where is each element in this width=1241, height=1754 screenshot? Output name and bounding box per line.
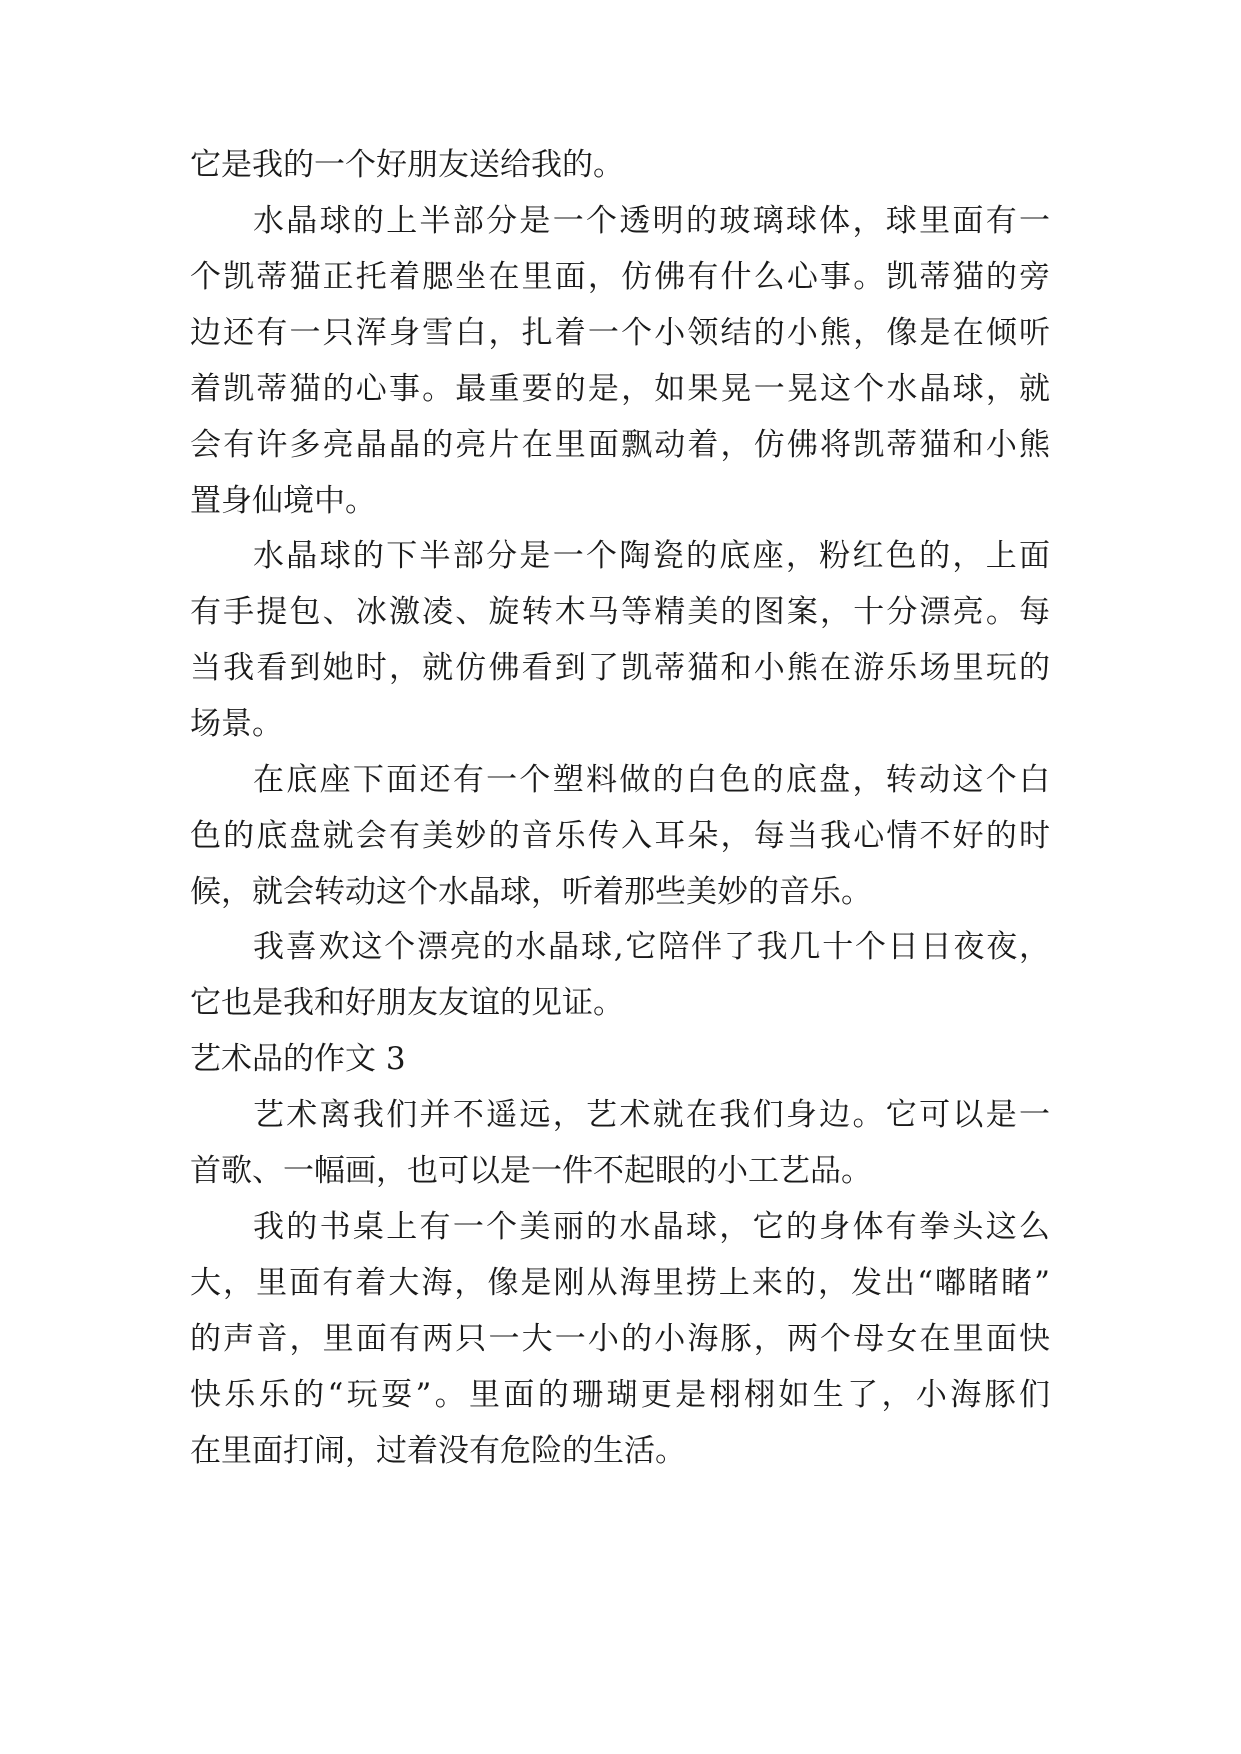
text-line: 当我看到她时，就仿佛看到了凯蒂猫和小熊在游乐场里玩的: [190, 650, 1050, 686]
text-line: 会有许多亮晶晶的亮片在里面飘动着，仿佛将凯蒂猫和小熊: [190, 427, 1050, 463]
text-line: 快乐乐的“玩耍”。里面的珊瑚更是栩栩如生了，小海豚们: [190, 1377, 1050, 1413]
section-heading: 艺术品的作文 3: [190, 1041, 406, 1077]
text-line: 有手提包、冰激凌、旋转木马等精美的图案，十分漂亮。每: [190, 594, 1050, 630]
text-line: 着凯蒂猫的心事。最重要的是，如果晃一晃这个水晶球，就: [190, 371, 1050, 407]
text-line: 场景。: [190, 706, 283, 742]
text-line: 它是我的一个好朋友送给我的。: [190, 147, 624, 183]
text-line: 在底座下面还有一个塑料做的白色的底盘，转动这个白: [253, 762, 1050, 798]
text-line: 个凯蒂猫正托着腮坐在里面，仿佛有什么心事。凯蒂猫的旁: [190, 259, 1050, 295]
text-line: 水晶球的上半部分是一个透明的玻璃球体，球里面有一: [253, 203, 1050, 239]
text-line: 水晶球的下半部分是一个陶瓷的底座，粉红色的，上面: [253, 538, 1050, 574]
text-line: 它也是我和好朋友友谊的见证。: [190, 985, 624, 1021]
text-line: 置身仙境中。: [190, 483, 376, 519]
text-line: 大，里面有着大海，像是刚从海里捞上来的，发出“嘟睹睹”: [190, 1265, 1050, 1301]
text-line: 首歌、一幅画，也可以是一件不起眼的小工艺品。: [190, 1153, 872, 1189]
text-line: 我的书桌上有一个美丽的水晶球，它的身体有拳头这么: [253, 1209, 1050, 1245]
text-line: 艺术离我们并不遥远，艺术就在我们身边。它可以是一: [253, 1097, 1050, 1133]
text-line: 候，就会转动这个水晶球，听着那些美妙的音乐。: [190, 874, 872, 910]
text-line: 我喜欢这个漂亮的水晶球,它陪伴了我几十个日日夜夜，: [253, 929, 1050, 965]
text-line: 色的底盘就会有美妙的音乐传入耳朵，每当我心情不好的时: [190, 818, 1050, 854]
text-line: 的声音，里面有两只一大一小的小海豚，两个母女在里面快: [190, 1321, 1050, 1357]
text-line: 边还有一只浑身雪白，扎着一个小领结的小熊，像是在倾听: [190, 315, 1050, 351]
text-line: 在里面打闹，过着没有危险的生活。: [190, 1433, 686, 1469]
